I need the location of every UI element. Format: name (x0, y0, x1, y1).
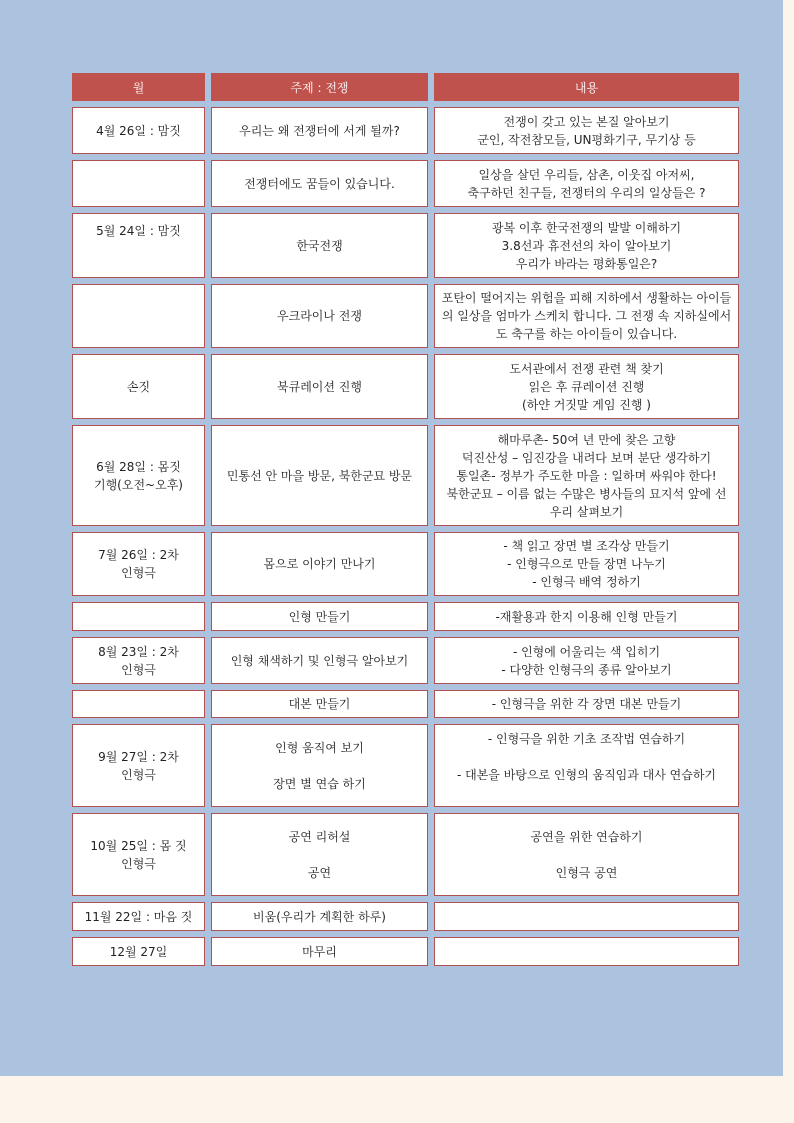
row-month: 7월 26일 : 2차 인형극 (72, 532, 205, 596)
row-content: 일상을 살던 우리들, 삼촌, 이웃집 아저씨, 축구하던 친구들, 전쟁터의 우리의 일상들은 ? (434, 160, 739, 207)
header-content: 내용 (434, 73, 739, 101)
row-content: - 인형에 어울리는 색 입히기 - 다양한 인형극의 종류 알아보기 (434, 637, 739, 684)
row-topic: 북큐레이션 진행 (211, 354, 428, 419)
row-topic: 인형 만들기 (211, 602, 428, 631)
row-month: 11월 22일 : 마음 짓 (72, 902, 205, 931)
row-content: 도서관에서 전쟁 관련 책 찾기 읽은 후 큐레이션 진행 (하얀 거짓말 게임 진행 ) (434, 354, 739, 419)
row-topic: 민통선 안 마을 방문, 북한군묘 방문 (211, 425, 428, 526)
row-content: -재활용과 한지 이용해 인형 만들기 (434, 602, 739, 631)
row-month (72, 160, 205, 207)
row-content: 전쟁이 갖고 있는 본질 알아보기 군인, 작전참모들, UN평화기구, 무기상 등 (434, 107, 739, 154)
row-month: 손짓 (72, 354, 205, 419)
row-topic: 한국전쟁 (211, 213, 428, 278)
row-content: - 인형극을 위한 각 장면 대본 만들기 (434, 690, 739, 718)
row-topic: 전쟁터에도 꿈들이 있습니다. (211, 160, 428, 207)
row-topic: 공연 리허설 공연 (211, 813, 428, 896)
row-topic: 우크라이나 전쟁 (211, 284, 428, 348)
row-month: 9월 27일 : 2차 인형극 (72, 724, 205, 807)
row-topic: 인형 채색하기 및 인형극 알아보기 (211, 637, 428, 684)
row-month (72, 690, 205, 718)
row-content: 해마루촌- 50여 년 만에 찾은 고향 덕진산성 – 임진강을 내려다 보며 분단 생각하기 통일촌- 정부가 주도한 마을 : 일하며 싸워야 한다! 북한군묘 – 이름 없는 수많은 병사들의 묘지석 앞에 선 우리 살펴보기 (434, 425, 739, 526)
row-content (434, 902, 739, 931)
row-month: 8월 23일 : 2차 인형극 (72, 637, 205, 684)
row-content: - 인형극을 위한 기초 조작법 연습하기 - 대본을 바탕으로 인형의 움직임과 대사 연습하기 (434, 724, 739, 807)
header-month: 월 (72, 73, 205, 101)
row-month: 6월 28일 : 몸짓 기행(오전~오후) (72, 425, 205, 526)
row-month (72, 602, 205, 631)
row-content: 포탄이 떨어지는 위험을 피해 지하에서 생활하는 아이들의 일상을 엄마가 스케치 합니다. 그 전쟁 속 지하실에서도 축구를 하는 아이들이 있습니다. (434, 284, 739, 348)
row-month (72, 284, 205, 348)
row-month: 12월 27일 (72, 937, 205, 966)
row-topic: 마무리 (211, 937, 428, 966)
row-month: 4월 26일 : 맘짓 (72, 107, 205, 154)
row-content (434, 937, 739, 966)
row-content: 광복 이후 한국전쟁의 발발 이해하기 3.8선과 휴전선의 차이 알아보기 우리가 바라는 평화통일은? (434, 213, 739, 278)
row-content: 공연을 위한 연습하기 인형극 공연 (434, 813, 739, 896)
row-topic: 우리는 왜 전쟁터에 서게 될까? (211, 107, 428, 154)
row-topic: 인형 움직여 보기 장면 별 연습 하기 (211, 724, 428, 807)
header-topic: 주제 : 전쟁 (211, 73, 428, 101)
row-content: - 책 읽고 장면 별 조각상 만들기 - 인형극으로 만들 장면 나누기 - 인형극 배역 정하기 (434, 532, 739, 596)
row-month: 5월 24일 : 맘짓 (72, 213, 205, 278)
row-topic: 몸으로 이야기 만나기 (211, 532, 428, 596)
row-topic: 대본 만들기 (211, 690, 428, 718)
row-month: 10월 25일 : 몸 짓 인형극 (72, 813, 205, 896)
row-topic: 비움(우리가 계획한 하루) (211, 902, 428, 931)
